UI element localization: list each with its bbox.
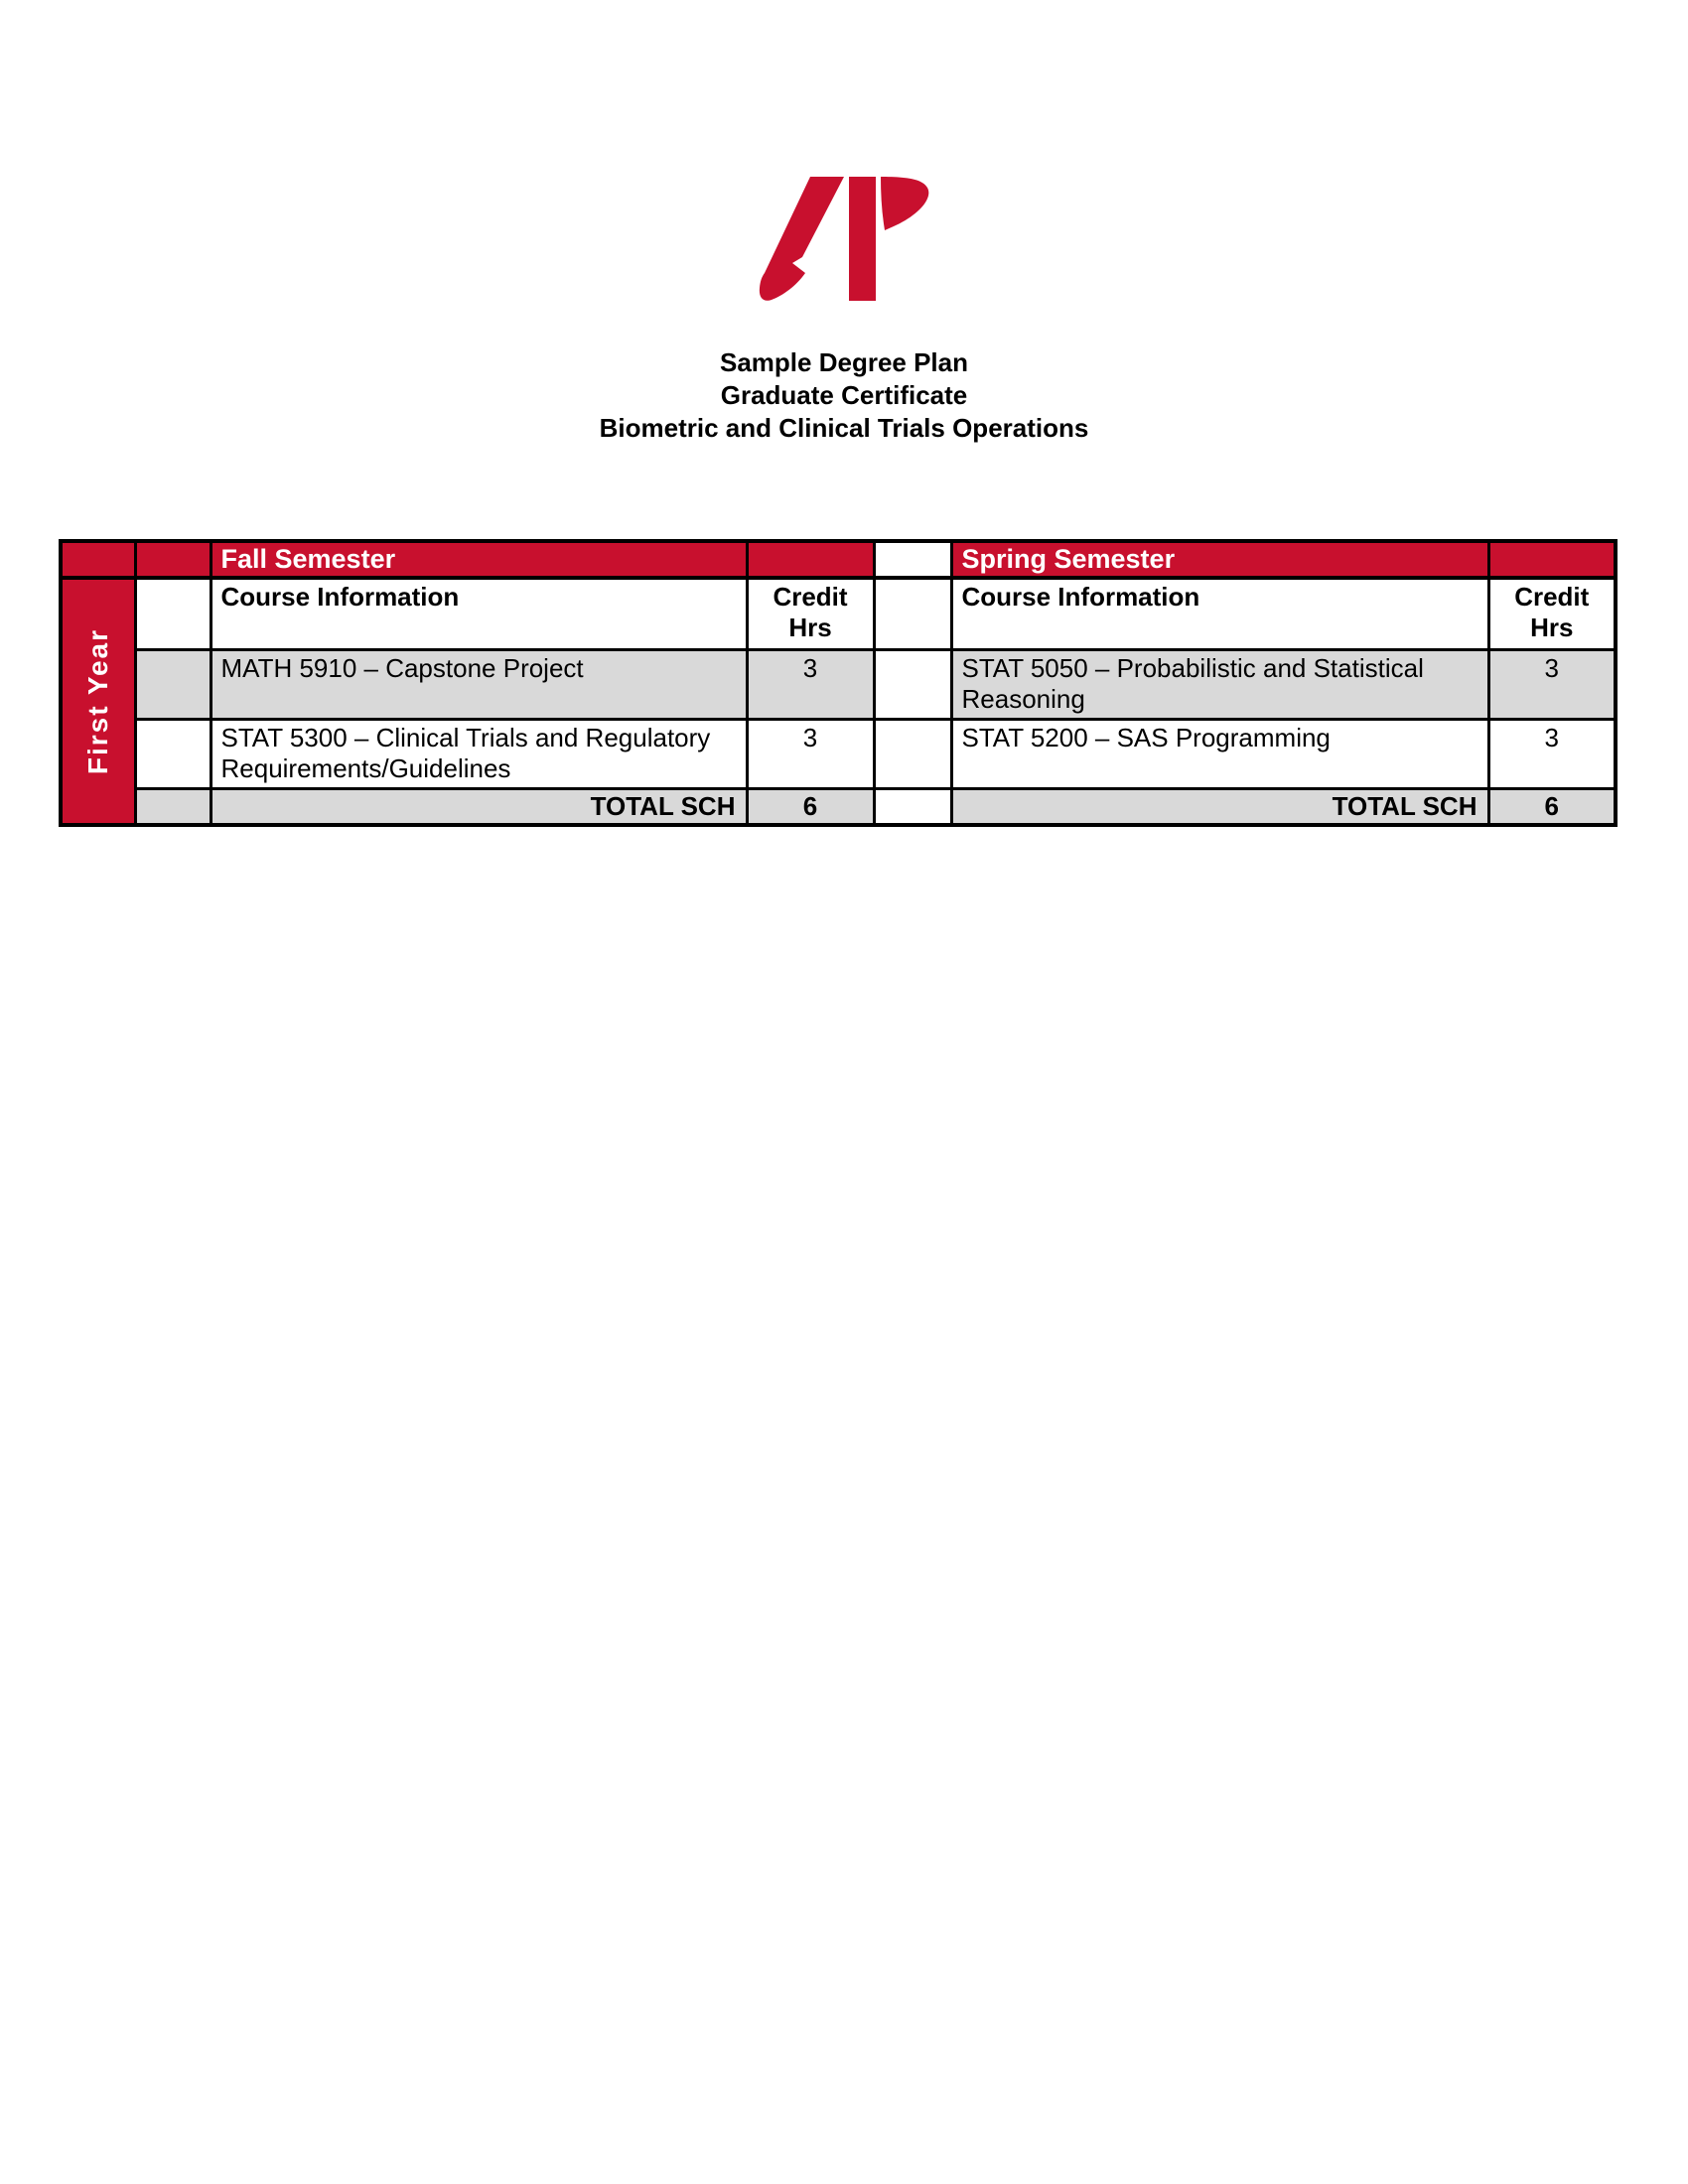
total-row [61, 788, 1616, 825]
fall-total-value: 6 [747, 788, 874, 825]
fall-semester-header: Fall Semester [211, 541, 747, 578]
semester-band-row [61, 541, 1616, 578]
spring-course-1: STAT 5050 – Probabilistic and Statistical Reasoning [951, 649, 1488, 719]
spring-total-value: 6 [1488, 788, 1616, 825]
spring-credit-1: 3 [1488, 649, 1616, 719]
band-fall-credit-cell [747, 541, 874, 578]
fall-credit-2: 3 [747, 719, 874, 788]
course-row-2 [61, 719, 1616, 788]
gap-cell [874, 578, 951, 649]
spring-credit-header: Credit Hrs [1488, 578, 1616, 649]
spring-course-header: Course Information [951, 578, 1488, 649]
first-year-wrap [63, 580, 134, 823]
ap-logo-icon [759, 177, 929, 301]
spring-semester-header: Spring Semester [951, 541, 1488, 578]
fall-credit-header: Credit Hrs [747, 578, 874, 649]
band-gap-cell [874, 541, 951, 578]
title-line-2: Graduate Certificate [720, 380, 968, 410]
title-line-3: Biometric and Clinical Trials Operations [599, 413, 1089, 443]
band-spacer-cell [135, 541, 211, 578]
spacer-cell [135, 578, 211, 649]
fall-course-1: MATH 5910 – Capstone Project [211, 649, 747, 719]
title-line-1: Sample Degree Plan [720, 347, 968, 377]
degree-plan-table [59, 539, 1618, 827]
gap-cell [874, 788, 951, 825]
spacer-cell [135, 649, 211, 719]
logo-container [0, 177, 1688, 301]
spring-credit-2: 3 [1488, 719, 1616, 788]
course-row-1 [61, 649, 1616, 719]
gap-cell [874, 719, 951, 788]
spacer-cell [135, 788, 211, 825]
gap-cell [874, 649, 951, 719]
spring-total-label: TOTAL SCH [951, 788, 1488, 825]
spring-course-2: STAT 5200 – SAS Programming [951, 719, 1488, 788]
page-title [0, 346, 1688, 445]
band-spring-credit-cell [1488, 541, 1616, 578]
fall-course-2: STAT 5300 – Clinical Trials and Regulatory Requirements/Guidelines [211, 719, 747, 788]
fall-total-label: TOTAL SCH [211, 788, 747, 825]
fall-credit-1: 3 [747, 649, 874, 719]
spacer-cell [135, 719, 211, 788]
fall-course-header: Course Information [211, 578, 747, 649]
column-header-row [61, 578, 1616, 649]
first-year-cell [61, 578, 135, 825]
band-year-cell [61, 541, 135, 578]
year-label: First Year [82, 627, 114, 774]
